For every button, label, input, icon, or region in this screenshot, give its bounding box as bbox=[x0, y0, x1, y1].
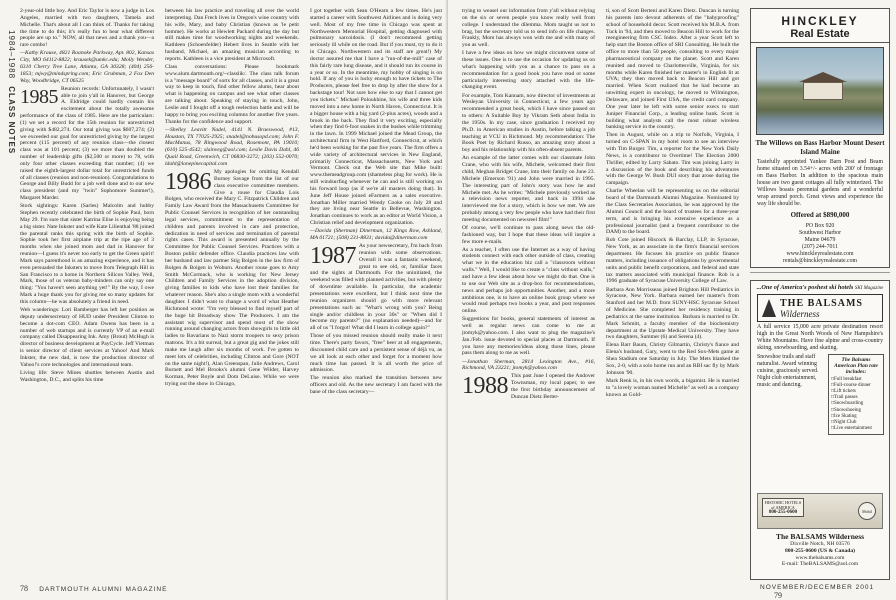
hinckley-subtitle: Real Estate bbox=[751, 28, 889, 43]
class-note-paragraph: An example of the latter comes with our classmate John Crane, who with his wife, Michele, welcomed their first child, Meghan Bridget Crane, into their family on June 23. Michele (Emerson '91) and John were married in 1995. The interesting part of John's story was how he and Michele met. As he writes: "Michele previously worked as a television news reporter, and back in 1994 she interviewed me for a story, which is how we met. We are probably among a very few people who have had their first meeting documented on newsreel film!" bbox=[462, 155, 595, 223]
class-note-paragraph: trying to weasel our information from y'all without relying on the six or seven people you know really well from college. I understand the dilemma. Mom taught us not to brag, but the secretary told us to send info on life changes. Frankly, Mom has always won with me and with many of you as well. bbox=[462, 8, 595, 49]
page-number: 78 bbox=[20, 584, 28, 593]
contact-address: Dixville Notch, NH 03576 bbox=[790, 541, 850, 547]
plan-item: □ Trail passes bbox=[831, 395, 881, 401]
class-year-1987: 1987 bbox=[310, 243, 356, 270]
property-description: Tastefully appointed Yankee Barn Post and Beam home situated on 3.54+/- acres with 200' of frontage on Bass Harbor. In addition to the spacious main house are two guest cottages all fully winterized. The Willows boasts perennial gardens and a wonderful wrap around porch. Great views and experience the way life should be. bbox=[757, 159, 883, 207]
class-note-paragraph: Mark Renk is, in his own words, a bigamist. He is married to "a lovely woman named Michelle" as well as a company known as Gold- bbox=[606, 377, 739, 398]
ad-divider bbox=[750, 272, 890, 273]
section-years: 1984–1988 bbox=[7, 30, 16, 80]
contact-line: PO Box 920 bbox=[805, 223, 835, 229]
class-year-1986: 1986 bbox=[165, 168, 211, 195]
class-secretary-contact: —Davida (Sherman) Dinerman, 12 Kings Row, Ashland, MA 01721; (508) 231-8831; davida@dinerman.com bbox=[310, 228, 442, 242]
contact-email[interactable]: E-mail: TheBALSAMS@aol.com bbox=[781, 561, 859, 568]
left-column-2 bbox=[165, 8, 299, 580]
plan-item: □ Night Club bbox=[831, 420, 881, 426]
class-note-paragraph: For example, Tom Kannam, now director of investments at Wesleyan University in Connecticut, a few years ago recommended a great book, which I have since passed on to others: A Suitable Boy by Vikram Seth about India in the 1950s. In my case, since graduation I received my Ph.D. in American studies in Austin, before talking a job teaching at VCU in Richmond. My recommendation: The Book Poet by Richard Russo, an amazing story about a boy and his relationship with his often-absent parents. bbox=[462, 92, 595, 154]
class-note-paragraph: Web wanderings: Lori Bamberger has left her position as deputy undersecretary of HUD under President Clinton to become a dot-com CEO. Adam Owens has been in a number of web startups and is currently VP of an e-mail company called Disappearing Ink. Amy (Brout) McHugh is director of business development at PayCycle. Jeff Vietman is senior director of client services at Yahoo! And Mark Inkster, the new dad, is now the production director of Yahoo!'s core technologies and international team. bbox=[20, 307, 154, 368]
class-note-paragraph: 1986 My apologies for omitting Kendall Burney Savage from the list of our class executive committee members. Give a rouse for Claudia Lois Bolgen, who received the Mary C. Fitzpatrick Children and Family Law Award from the Massachusetts Committee for Public Counsel Services in recognition of her outstanding legal services, commitment to the representation of children and parents involved in care and protection, dedication in need of services and termination of parental rights cases. This award is presented annually by the Committee for Public Counsel Services. Practices with a Boston public defender office. Claudia practices law with her husband and law partner Stig Bolgen in the law firm of Bolgen & Bolgen in Woburn. Another rouse goes to Amy Smith McCormack, who is working for New Jersey Children and Family Services in the adoption division, giving families to kids who have lost their families for whatever reason. She's also a single mom with a wonderful daughter. I didn't want to change a word of what Heather Richmond wrote: "I'm very blessed to find myself part of the huge hit Broadway show The Producers. I am the assistant wig supervisor and spend most of the show running around changing actors from showgirls to little old ladies to Bavarians to Nazi storm troopers to sexy prison matrons. It's a bit surreal, but a great gig and the jokes still make me laugh after six months of work. I've gotten to meet lots of celebrities, including Clinton and Gore (NOT on the same night!), Alan Greenspan, Julie Andrews, Carol Burnett and Mel Brooks's alumni Gene Wilder, Harvey Korman, Peter Boyle and Dom DeLuise. While we were trying out the show in Chicago, bbox=[165, 168, 299, 388]
property-title: The Willows on Bass Harbor Mount Desert Island Maine bbox=[755, 139, 885, 156]
balsams-logo bbox=[757, 294, 883, 322]
balsams-name: The BALSAMS Wilderness bbox=[775, 532, 865, 541]
class-note-paragraph: ti, son of Scott Berteni and Karen Dietz. Duncan is turning his parents into devout adherents of the "babyproofing" school of household decor. Scott received his M.B.A. from Tuck in '94, and then moved to Beacon Hill to work for the reengineering firm CSC Index. After a year Scott left to help start the Boston office of SRI Consulting. He built the office to more than 50 people, consulting to every major pharmaceutical company on the planet. Scott and Karen reunited and moved to Charlottesville, Virginia, for six months while Karen finished her master's in English lit at UVA; they then moved back to Beacon Hill and got married. When Scott realized that he had become an unwitting expert in oncology, he moved to Wilmington, Delaware, and joined First USA, the credit card company. One year later he left with some senior execs to start Juniper Financial Corp., a leading online bank. Scott is building what analysts call the most robust wireless banking service in the country. bbox=[606, 8, 739, 131]
class-note-paragraph: between his law practice and traveling all over the world interpreting. Dan Frech lives in Oregon's wine country with his wife, Mary, and baby Christian (known as 'le petit homme). He works at Hewlett Packard during the day but still makes time for woodworking nights and weekends. Kathleen (Schoenfelder) Hebert lives in Seattle with her husband, Michael, an amazing musician according to reports. Kathleen is a vice president at Microsoft. bbox=[165, 8, 299, 62]
class-secretary-contact: —Shelley Leavitt Nadel, 4141 N. Braeswood, #13, Houston, TX 77025-2925; snadel@nobusopd.com; John F. MacManus, 78 Ringwood Road, Rosemont, PA 19010; (610) 525-4542; slainveg@aol.com; Leslie Davis Dahl, 46 Quail Road, Greenwich, CT 06830-3272; (203) 552-0070; ldahl@lonepinecapital.com bbox=[165, 126, 299, 167]
mobil-rating-badge: Mobil bbox=[858, 502, 876, 520]
balsams-description: A full service 15,000 acre private destination resort high in the Great North Woods of New Hampshire's White Mountains. Have fine alpine and cross-country skiing, snowboarding, and skating. bbox=[757, 324, 883, 351]
class-note-paragraph: 1985 Reunion records: Unfortunately, I wasn't able to join y'all in Hanover, but George A. Eldridge could hardly contain his excitement about the totally awesome performance of the class of 1985. Here are the particulars: (1) we set a record for the 15th reunion for unrestricted giving with $482,274. Our total giving was $607,274; (2) we exceeded our goal for unrestricted giving by the largest percent (115 percent) of any reunion class—the closest class was at 101 percent; (3) we more than doubled the number of leadership gifts ($2,500 or more) to 78, with only four other classes exceeding that number; (4) we raised the eighth-largest dollar total for unrestricted funds of all classes (reunion and non-reunion). Congratulations to George and Billy Budd for a job well done and to our new class president (and my "twin" Sophomore Summer!), Margaret Marder. bbox=[20, 85, 154, 202]
class-year-1985: 1985 bbox=[20, 85, 58, 108]
balsams-contact bbox=[757, 541, 883, 568]
contact-website[interactable]: www.thebalsams.com bbox=[795, 554, 845, 561]
page-number: 79 bbox=[774, 591, 783, 600]
section-title: CLASS NOTES bbox=[7, 86, 16, 155]
contact-line: Maine 04679 bbox=[804, 237, 836, 243]
house-shape bbox=[803, 82, 843, 100]
hinckley-logo: HINCKLEY bbox=[781, 14, 859, 28]
class-note-paragraph: Elena Barr Baum, Christy Gilmartin, Christy's fiance and Elena's husband, Gary, went to the Red Sox-Mets game at Shea Stadium one Saturday in July. The Mets blanked the Sox, 2-0, with a solo home run and an RBI sac fly by Mark Johnson '90. bbox=[606, 342, 739, 376]
publication-name: DARTMOUTH ALUMNI MAGAZINE bbox=[39, 586, 168, 593]
plan-item: □ Ice Skating bbox=[831, 414, 881, 420]
left-column-1 bbox=[20, 8, 154, 580]
contact-phone: 800-255-0600 (US & Canada) bbox=[784, 547, 856, 554]
plan-box-title: The Balsams American Plan rate includes: bbox=[834, 357, 878, 376]
class-note-paragraph: The reunion also marked the transition between new officers and old. As the new secretary I am faced with the bane of the class secretary— bbox=[310, 375, 442, 396]
class-note-paragraph: 1988 This past June I opened the Andover Townsman, my local paper, to see the first birthday announcement of Duncan Dietz Berter- bbox=[462, 373, 595, 400]
left-column-3 bbox=[310, 8, 442, 580]
class-note-paragraph: Rob Cote joined Hiscock & Barclay, LLP, in Syracuse, New York, as an associate in the firm's financial services department. He focuses his practice on public finance matters, including issuance of obligations by governmental units and public benefit corporations, and federal and state tax matters associated with municipal finance. Rob is a 1996 graduate of Syracuse University College of Law. bbox=[606, 237, 739, 285]
plan-item: □ Lift tickets bbox=[831, 389, 881, 395]
right-folio bbox=[760, 584, 896, 600]
class-note-paragraph: Living life: Steve Mines shuttles between Austin and Washington, D.C., and splits his time bbox=[20, 369, 154, 383]
tree-icon bbox=[762, 299, 776, 317]
balsams-plan-box bbox=[828, 354, 884, 435]
class-note-paragraph: Stork sightings: Karen (Sarles) Malcolm and hubby Stephen recently celebrated the birth of Sophie Paul, born May 29. I'm sure that sister Katrina Elise is enjoying being a big sister. Nate Inkster and wife Kate Lilienthal '88 joined the parental ranks this spring with the birth of Sophie. Sophie took her first airplane trip at the ripe age of 3 months when she joined mom and dad in Hanover for reunion—I guess it's never too early to get the Green spirit! Mark says parenthood is an amazing experience, and it has even persuaded the Inksters to move from Telegraph Hill in San Francisco to a home in Northern Silicon Valley. Well, Mark, those of us veteran baby-minders can only say one thing: "You haven't seen anything yet!" By the way, I owe Mark a huge thank you for giving me so many updates for this column—he was absolutely a friend in need. bbox=[20, 203, 154, 305]
contact-line: Southwest Harbor bbox=[798, 230, 842, 236]
class-note-paragraph: Suggestions for books, general statements of interest as well as regular news can come to me at jtomyk@yahoo.com. I also want to plug the magazine's Jan./Feb. issue devoted to special places at Dartmouth. If you have any memories/ideas along those lines, please pass them along to me as well. bbox=[462, 316, 595, 357]
class-note-paragraph: Class conversations: Please bookmark www.alum.dartmouth.org/~classlik/. The class talk forum is a "message board" of sorts for all classes, and it is a great way to keep in touch, find other fellow alums, hear about what is happening on campus and see what other classes are talking about. Speaking of staying in touch, John, Leslie and I fought off a tough reelection battle and will be happy to bring you exciting columns for another five years. Thanks for the confidence and support. bbox=[165, 63, 299, 125]
right-column-2 bbox=[606, 8, 739, 580]
plan-item: □ Live entertainment bbox=[831, 426, 881, 432]
property-photo bbox=[756, 47, 884, 135]
hinckley-real-estate-ad[interactable] bbox=[750, 8, 890, 268]
plan-item: □ Full breakfast bbox=[831, 377, 881, 383]
hinckley-contact bbox=[751, 223, 889, 265]
class-note-paragraph: I got together with Sean O'Hearn a few times. He's just started a career with Southwest Airlines and is doing very well. Most of my free time in Chicago was spent at Northwestern Memorial Hospital, getting diagnosed with pulmonary sarcoidosis. (I don't recommend getting seriously ill while on the road. But if you must, try to do it in Chicago. Northwestern and its staff are great!) My doctor assured me that I have a "run-of-the-mill" case of this fairly rare lung disease, and it should run its course in a year or so. In the meantime, my hobby of singing is on hold. If any of you is lucky enough to have tickets to The Producers, please feel free to drop by after the show for a backstage tour! Not sure how else to say that I cannot get you tickets." Michael Poloukhine, his wife and three kids moved into a new home in North Haven, Connecticut. It is a bigger house with a big yard (2-plus acres), woods and a brook in the back. They find it very exciting, especially when they find 6-foot snakes in the bushes while trimming in the lawn. In 1999 Michael joined the Mead Group, the architectural firm in West Hartford, Connecticut, at which he'd been working for the past five years. The firm offers a wide variety of architectural services in New England, primarily Connecticut, Massachusetts, New York and Vermont. Check out the Web site that Mike built: www.themeadgroup.com (shameless plug for work). He is still windsurfing whenever he can and is still working on his forward loop (as if we're all masters doing that). In June Jeff House joined eFarmers as a sales executive. Jonathan Miller married Wendy Cooke on July 28 and they are living near Seattle in Bellevue, Washington. Jonathan continues to work as an editor at World Vision, a Christian relief and development organization. bbox=[310, 8, 442, 227]
balsams-footer bbox=[757, 493, 883, 568]
class-note-paragraph: 1987 As your newsecretary, I'm back from reunion with some observations. Overall it was a fantastic weekend, great to see old, or, familiar faces and the sights at Dartmouth. For the uninitiated, the weekend was filled with planned activities, but with plenty of downtime available. In particular, the academic presentations were excellent, but I think next time the reunion organizers should go with more relevant presentations such as: "What's wrong with you? Being single and/or childless in your 30s" or "When did I become my parents?" (no explanation needed)—and for all of us "I forgot! What did I learn in college again?" bbox=[310, 243, 442, 332]
class-note-paragraph: As a teacher, I often use the Internet as a way of having students connect with each other outside of class, creating what we in the education biz call a "classroom without walls." Well, I would like to create a "class without walls," and have a few ideas about how we might do that. One is to use our Web site as a drop-box for recommendations, news and perhaps job opportunities. Another, and a more ambitious one, is to have an online book group where we would read perhaps two books a year, and post responses online. bbox=[462, 246, 595, 315]
class-note-paragraph: I have a few ideas on how we might circumvent some of these issues. One is to use the occasion for updating us on what's happening with you as a chance to pass on a recommendation for a good book you have read or some particularly interesting story attached with the life-changing event. bbox=[462, 50, 595, 91]
class-note-paragraph: Of course, we'll continue to pass along news the old-fashioned way, but I hope that these ideas will inspire a few more e-mails. bbox=[462, 224, 595, 245]
balsams-logo-subtext: Wilderness bbox=[780, 309, 820, 319]
plan-item: □ Full-course dinner bbox=[831, 383, 881, 389]
balsams-photo bbox=[757, 493, 883, 529]
balsams-tagline: ...One of America's poshest ski hotels SKI Magazine bbox=[756, 284, 884, 291]
left-folio bbox=[20, 584, 167, 593]
class-secretary-contact: —Kathy Krause, 4821 Roanoke Parkway, Apt. 802, Kansas City, MO 64112-8822; krausek@umkc.edu; Molly Wender, 6310 Cherry Tree Lane, Atlanta, GA 30328; (404) 256-1853; mjwy@mindspring.com; Eric Grubman, 2 Fox Den Way, Woodbridge, CT 06525 bbox=[20, 50, 154, 84]
plan-item: □ Snowboarding bbox=[831, 401, 881, 407]
class-note-paragraph: Barbara Ann Morrisseau joined Brighton Hill Pediatrics in Syracuse, New York. Barbara earned her master's from Stanford and her M.D. from SUNY-HSC Syracuse School of Medicine. She completed her residency training in pediatrics at the same institution. Barbara is married to Dr. Mark Schmitt, a faculty member of the biochemistry department at the Upstate Medical University. They have two daughters, Summer (6) and Serena (4). bbox=[606, 286, 739, 341]
class-year-1988: 1988 bbox=[462, 373, 508, 400]
house-roof-shape bbox=[799, 72, 847, 82]
balsams-amenities-text: Snowshoe trails and staff naturalist. Award winning cuisine, graciously served. Night club entertainment, music and dancing. bbox=[757, 354, 819, 388]
plan-item: □ Snowshoeing bbox=[831, 408, 881, 414]
right-column-1 bbox=[462, 8, 595, 580]
class-secretary-contact: —Jonathan Sherman, 2814 Lexington Ave., #16, Richmond, VA 23221; jtomyk@yahoo.com bbox=[462, 358, 595, 372]
property-price: Offered at $890,000 bbox=[790, 211, 850, 219]
issue-date: NOVEMBER/DECEMBER 2001 bbox=[760, 584, 875, 591]
balsams-logo-text: THE BALSAMS bbox=[780, 298, 863, 309]
historic-hotels-badge: HISTORIC HOTELS of AMERICA 800-255-0600 bbox=[762, 498, 804, 517]
class-note-paragraph: 2-year-old little boy. And Eric Taylor is now a judge in Los Angeles, married with two daughters, Tamela and Michelle. That's about all I can think of. Thanks for taking the time to do this; it's really fun to hear what different people are up to." NOW, all that news and a thank you—a rare combo! bbox=[20, 8, 154, 49]
class-note-paragraph: Those of you missed reunion should really make it next time. There's party favors, "free" beer at all engagements, discounted child care and a persistent sense of déjà vu, as we all look at each other and forget for a moment how much time has passed. It is all worth the price of admission. bbox=[310, 333, 442, 374]
class-note-paragraph: Then in August, while on a trip to Norfolk, Virginia, I turned on C-SPAN in my hotel room to see an interview with Tim Burger. Tim, a reporter for the New York Daily News, is a contributor to Overtime! The Election 2000 Thriller, edited by Larry Sabato. Tim was joining Larry in a discussion of the book and describing his adventures with the George W. Bush DUI story that arose during the campaign. bbox=[606, 132, 739, 187]
balsams-resort-ad[interactable] bbox=[750, 280, 890, 580]
contact-website[interactable]: www.hinckleyrealestate.com bbox=[786, 251, 854, 257]
contact-phone: (207) 244-7011 bbox=[801, 244, 838, 250]
section-vertical-label bbox=[5, 30, 17, 230]
contact-email[interactable]: rentals@hinckleyrealestate.com bbox=[782, 258, 858, 264]
class-note-paragraph: Charlie Wheelan will be representing us on the editorial board of the Dartmouth Alumni Magazine. Nominated by the Class Secretaries Association, he was approved by the Alumni Council and the board of trustees for a three-year term, and is bringing his extensive experience as a professional journalist (and a frequent contributor to the DAM) to the board. bbox=[606, 188, 739, 236]
